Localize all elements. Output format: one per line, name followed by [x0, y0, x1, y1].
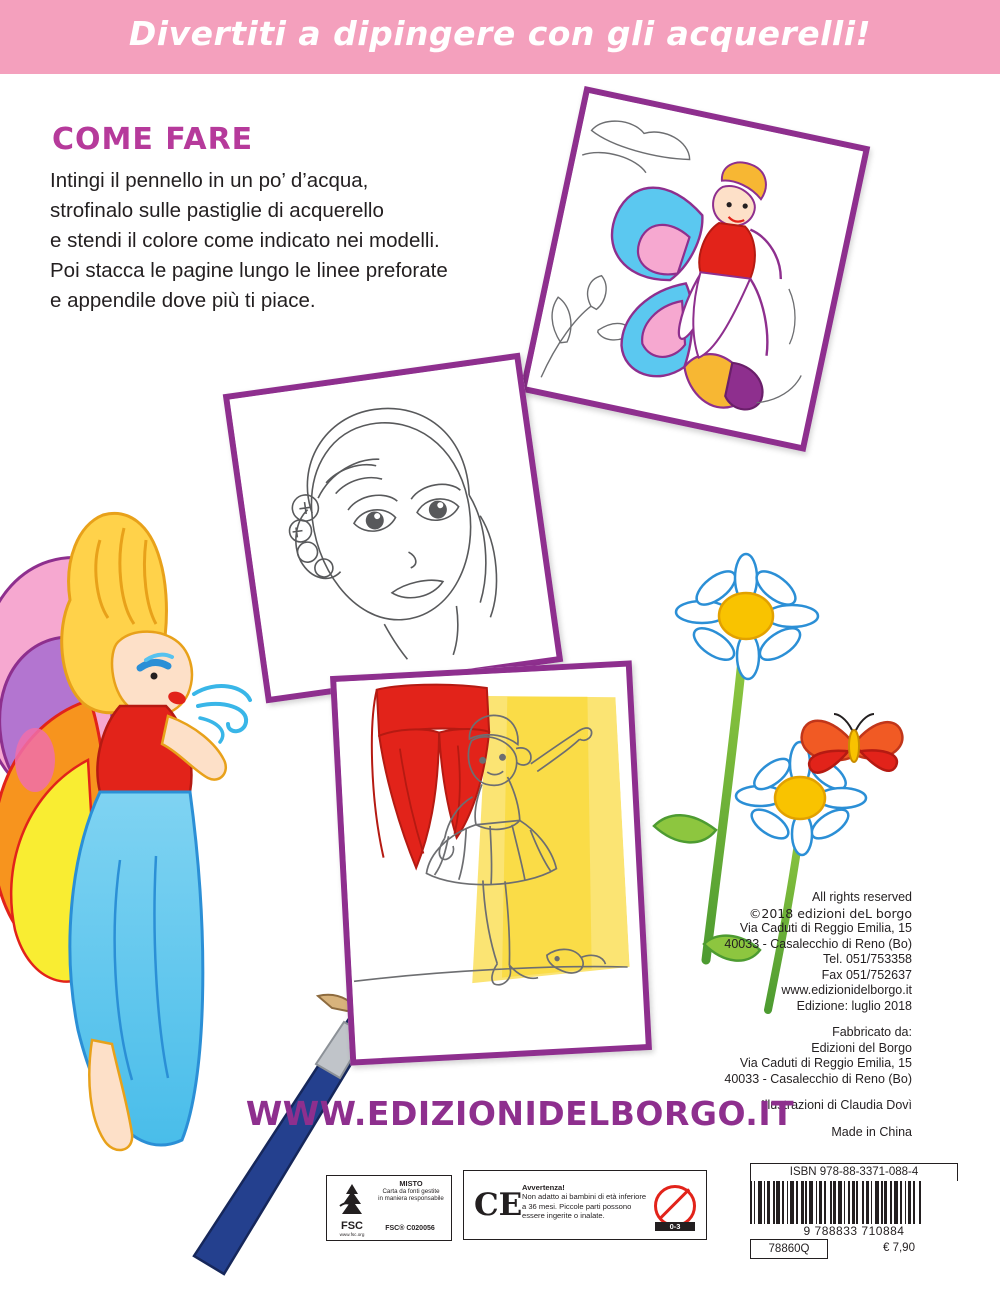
warning-text: [522, 1183, 650, 1221]
page-title: COME FARE: [52, 122, 254, 157]
warning-title: Avvertenza!: [522, 1183, 565, 1192]
fairy-card-art: [529, 93, 851, 430]
butterfly-illustration: [802, 714, 903, 773]
isbn-text: ISBN 978-88-3371-088-4: [750, 1163, 958, 1182]
fsc-tree-glyph: [336, 1182, 368, 1216]
fsc-tree-icon: [333, 1182, 371, 1237]
warning-line-2: a 36 mesi. Piccole parti possono: [522, 1201, 632, 1211]
publisher-name: ©2018 edizioni deL borgo: [748, 905, 912, 921]
manufacturer-address-1: Via Caduti di Reggio Emilia, 15: [739, 1056, 912, 1070]
fsc-logo-sub: www.fsc.org: [339, 1232, 365, 1237]
age-restriction-icon: [654, 1185, 696, 1231]
fsc-code: FSC® C020056: [385, 1225, 435, 1232]
fsc-line-1: Carta da fonti gestite: [382, 1187, 440, 1195]
publisher-tel: Tel. 051/753358: [823, 952, 912, 966]
fsc-certification-mark: [326, 1175, 452, 1241]
warning-line-3: essere ingerite o inalate.: [522, 1211, 605, 1221]
barcode-digits: 9 788833 710884: [803, 1224, 905, 1238]
fsc-logo-label: FSC: [341, 1220, 363, 1232]
barcode-footer: [750, 1239, 958, 1259]
instructions-text: [50, 166, 570, 316]
fairy-illustration: [0, 513, 250, 1150]
girl-portrait-art: [230, 361, 543, 685]
manufactured-label: Fabbricato da:: [832, 1025, 912, 1039]
banner-title: Divertiti a dipingere con gli acquerelli!: [128, 14, 872, 53]
website-url[interactable]: WWW.EDIZIONIDELBORGO.IT: [245, 1094, 795, 1133]
publisher-address-1: Via Caduti di Reggio Emilia, 15: [739, 921, 912, 935]
rights-text: All rights reserved: [811, 890, 912, 904]
publisher-address-2: 40033 - Casalecchio di Reno (Bo): [724, 936, 912, 951]
instructions-line-4: Poi stacca le pagine lungo le linee preforate: [50, 259, 448, 282]
warning-box: [463, 1170, 707, 1240]
publisher-fax: Fax 051/752637: [821, 967, 912, 982]
manufacturer-address-2: 40033 - Casalecchio di Reno (Bo): [724, 1071, 912, 1086]
product-code: 78860Q: [750, 1239, 828, 1259]
publisher-web: www.edizionidelborgo.it: [781, 983, 912, 997]
price-label: € 7,90: [856, 1239, 942, 1257]
barcode-bars: [750, 1181, 958, 1224]
ballerina-card: [330, 660, 652, 1065]
barcode-block: [750, 1163, 958, 1255]
manufacturer-name: Edizioni del Borgo: [811, 1040, 912, 1055]
ce-mark: CE: [474, 1187, 523, 1223]
made-in-text: Made in China: [831, 1124, 912, 1139]
fsc-text: [375, 1180, 447, 1203]
instructions-line-5: e appendile dove più ti piace.: [50, 289, 316, 312]
age-badge-label: 0-3: [655, 1222, 695, 1231]
illustrator-credit: Illustrazioni di Claudia Dovì: [761, 1098, 912, 1112]
warning-line-1: Non adatto ai bambini di età inferiore: [522, 1192, 647, 1202]
ballerina-art: [336, 667, 633, 1047]
fsc-line-2: in maniera responsabile: [378, 1195, 444, 1203]
instructions-line-1: Intingi il pennello in un po’ d’acqua,: [50, 169, 369, 192]
edition-date: Edizione: luglio 2018: [796, 998, 912, 1013]
instructions-line-2: strofinalo sulle pastiglie di acquerello: [50, 199, 384, 222]
girl-portrait-card: [223, 353, 564, 704]
fsc-mixed-label: MISTO: [399, 1179, 423, 1188]
instructions-line-3: e stendi il colore come indicato nei modelli.: [50, 229, 440, 252]
